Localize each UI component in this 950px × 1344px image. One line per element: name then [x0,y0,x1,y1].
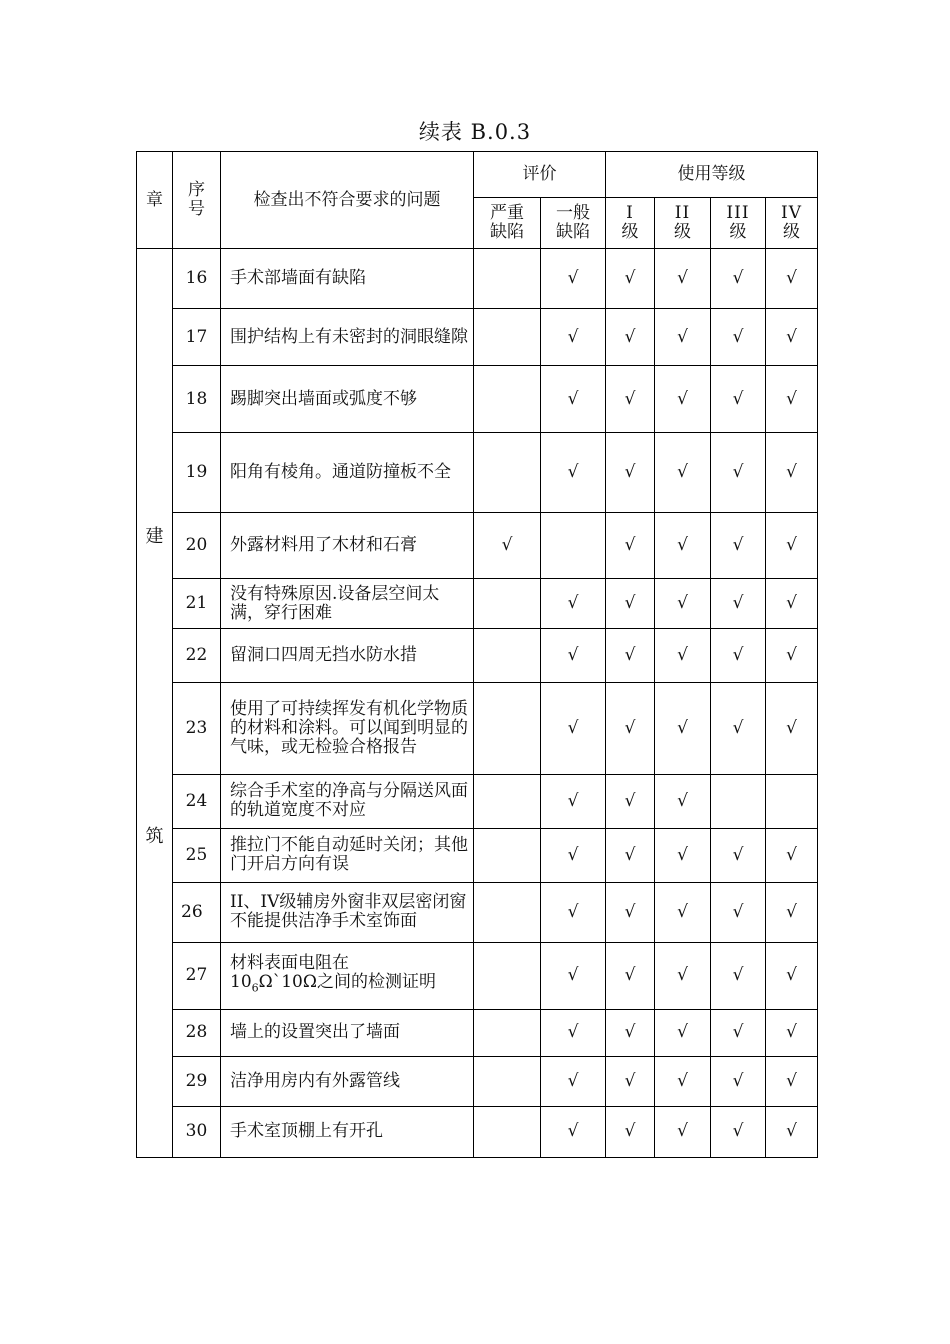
check-mark-cell: √ [711,882,766,942]
check-mark-cell: √ [766,249,818,309]
check-mark-cell: √ [606,1009,655,1056]
empty-cell [474,828,541,882]
check-mark-cell: √ [541,433,606,513]
empty-cell [474,1009,541,1056]
row-number: 18 [173,366,221,433]
check-mark-cell: √ [606,828,655,882]
row-number: 19 [173,433,221,513]
table-row [137,882,818,942]
row-number: 25 [173,828,221,882]
empty-cell [474,629,541,683]
issue-text: 围护结构上有未密封的洞眼缝隙 [221,309,474,366]
check-mark-cell: √ [606,433,655,513]
check-mark-cell: √ [655,366,711,433]
row-number: 21 [173,579,221,629]
check-mark-cell: √ [766,433,818,513]
check-mark-cell: √ [606,1056,655,1106]
check-mark-cell: √ [541,774,606,828]
issue-text: 阳角有棱角。通道防撞板不全 [221,433,474,513]
issue-text: 材料表面电阻在 $10_6\Omega`10\Omega$之间的检测证明 [221,942,474,1009]
table-row [137,433,818,513]
row-number: 22 [173,629,221,683]
check-mark-cell: √ [606,579,655,629]
chapter-char: 建 [145,526,164,547]
check-mark-cell: √ [606,249,655,309]
issue-text: 手术室顶棚上有开孔 [221,1106,474,1157]
table-title: 续表 B.0.3 [418,120,532,144]
check-mark-cell: √ [711,1056,766,1106]
check-mark-cell: √ [541,1009,606,1056]
check-mark-cell: √ [655,882,711,942]
check-mark-cell: √ [766,1106,818,1157]
check-mark-cell: √ [711,579,766,629]
check-mark-cell: √ [655,942,711,1009]
issue-text: 推拉门不能自动延时关闭；其他门开启方向有误 [221,828,474,882]
chapter-char: 筑 [145,826,164,847]
check-mark-cell: √ [606,309,655,366]
check-mark-cell: √ [541,828,606,882]
check-mark-cell: √ [655,1056,711,1106]
check-mark-cell: √ [655,629,711,683]
check-mark-cell: √ [766,309,818,366]
check-mark-cell: √ [711,249,766,309]
check-mark-cell: √ [541,366,606,433]
check-mark-cell: √ [711,1009,766,1056]
issue-text: 外露材料用了木材和石膏 [221,513,474,579]
check-mark-cell: √ [766,1009,818,1056]
check-mark-cell: √ [655,309,711,366]
empty-cell [474,433,541,513]
row-number: 17 [173,309,221,366]
header-seq: 序 号 [173,152,221,249]
row-number: 23 [173,683,221,774]
check-mark-cell: √ [711,683,766,774]
table-row [137,1009,818,1056]
issue-text: 墙上的设置突出了墙面 [221,1009,474,1056]
empty-cell [474,774,541,828]
inspection-table [136,151,818,1158]
row-number: 24 [173,774,221,828]
check-mark-cell: √ [766,579,818,629]
check-mark-cell: √ [606,942,655,1009]
empty-cell [474,249,541,309]
check-mark-cell: √ [711,433,766,513]
check-mark-cell: √ [541,629,606,683]
check-mark-cell: √ [474,513,541,579]
check-mark-cell: √ [541,579,606,629]
issue-text: 没有特殊原因.设备层空间太满，穿行困难 [221,579,474,629]
issue-text: 使用了可持续挥发有机化学物质的材料和涂料。可以闻到明显的气味，或无检验合格报告 [221,683,474,774]
check-mark-cell: √ [766,629,818,683]
issue-text: 洁净用房内有外露管线 [221,1056,474,1106]
table-row [137,774,818,828]
check-mark-cell: √ [606,366,655,433]
header-level-4: IV 级 [766,198,818,249]
table-row [137,1056,818,1106]
header-row-1 [137,152,818,198]
check-mark-cell: √ [766,683,818,774]
header-general: 一般 缺陷 [541,198,606,249]
issue-text: 综合手术室的净高与分隔送风面的轨道宽度不对应 [221,774,474,828]
issue-text: 手术部墙面有缺陷 [221,249,474,309]
check-mark-cell: √ [766,882,818,942]
header-chapter: 章 [137,152,173,249]
check-mark-cell: √ [655,513,711,579]
table-row [137,366,818,433]
check-mark-cell: √ [606,629,655,683]
empty-cell [474,1106,541,1157]
row-number: 30 [173,1106,221,1157]
empty-cell [474,579,541,629]
row-number: 27 [173,942,221,1009]
check-mark-cell: √ [711,828,766,882]
header-usage-level: 使用等级 [606,152,818,198]
check-mark-cell: √ [606,513,655,579]
header-evaluation: 评价 [474,152,606,198]
check-mark-cell: √ [766,366,818,433]
empty-cell [541,513,606,579]
check-mark-cell: √ [541,1056,606,1106]
issue-text: II、IV级辅房外窗非双层密闭窗不能提供洁净手术室饰面 [221,882,474,942]
check-mark-cell: √ [541,249,606,309]
empty-cell [474,1056,541,1106]
check-mark-cell: √ [766,513,818,579]
check-mark-cell: √ [606,683,655,774]
row-number: 28 [173,1009,221,1056]
header-issue: 检查出不符合要求的问题 [221,152,474,249]
check-mark-cell: √ [541,1106,606,1157]
check-mark-cell: √ [766,942,818,1009]
header-serious: 严重 缺陷 [474,198,541,249]
check-mark-cell: √ [711,366,766,433]
table-row [137,828,818,882]
table-row [137,629,818,683]
empty-cell [474,683,541,774]
check-mark-cell: √ [711,309,766,366]
check-mark-cell: √ [766,1056,818,1106]
check-mark-cell: √ [541,309,606,366]
empty-cell [711,774,766,828]
check-mark-cell: √ [711,513,766,579]
empty-cell [474,309,541,366]
check-mark-cell: √ [655,249,711,309]
row-number: 26 [173,882,221,942]
check-mark-cell: √ [606,882,655,942]
empty-cell [474,942,541,1009]
check-mark-cell: √ [711,1106,766,1157]
issue-text: 留洞口四周无挡水防水措 [221,629,474,683]
row-number: 16 [173,249,221,309]
empty-cell [474,882,541,942]
empty-cell [474,366,541,433]
check-mark-cell: √ [655,1106,711,1157]
check-mark-cell: √ [655,828,711,882]
table-row [137,942,818,1009]
check-mark-cell: √ [541,683,606,774]
check-mark-cell: √ [711,629,766,683]
check-mark-cell: √ [606,1106,655,1157]
check-mark-cell: √ [766,828,818,882]
check-mark-cell: √ [655,579,711,629]
check-mark-cell: √ [655,683,711,774]
check-mark-cell: √ [541,942,606,1009]
check-mark-cell: √ [711,942,766,1009]
header-level-1: I 级 [606,198,655,249]
issue-text: 踢脚突出墙面或弧度不够 [221,366,474,433]
check-mark-cell: √ [655,774,711,828]
table-row [137,579,818,629]
row-number: 29 [173,1056,221,1106]
table-row [137,513,818,579]
header-level-2: II 级 [655,198,711,249]
row-number: 20 [173,513,221,579]
empty-cell [766,774,818,828]
header-level-3: III 级 [711,198,766,249]
check-mark-cell: √ [655,433,711,513]
chapter-cell [137,249,173,1158]
check-mark-cell: √ [541,882,606,942]
table-row [137,249,818,309]
check-mark-cell: √ [606,774,655,828]
table-row [137,309,818,366]
check-mark-cell: √ [655,1009,711,1056]
table-row [137,683,818,774]
table-row [137,1106,818,1157]
